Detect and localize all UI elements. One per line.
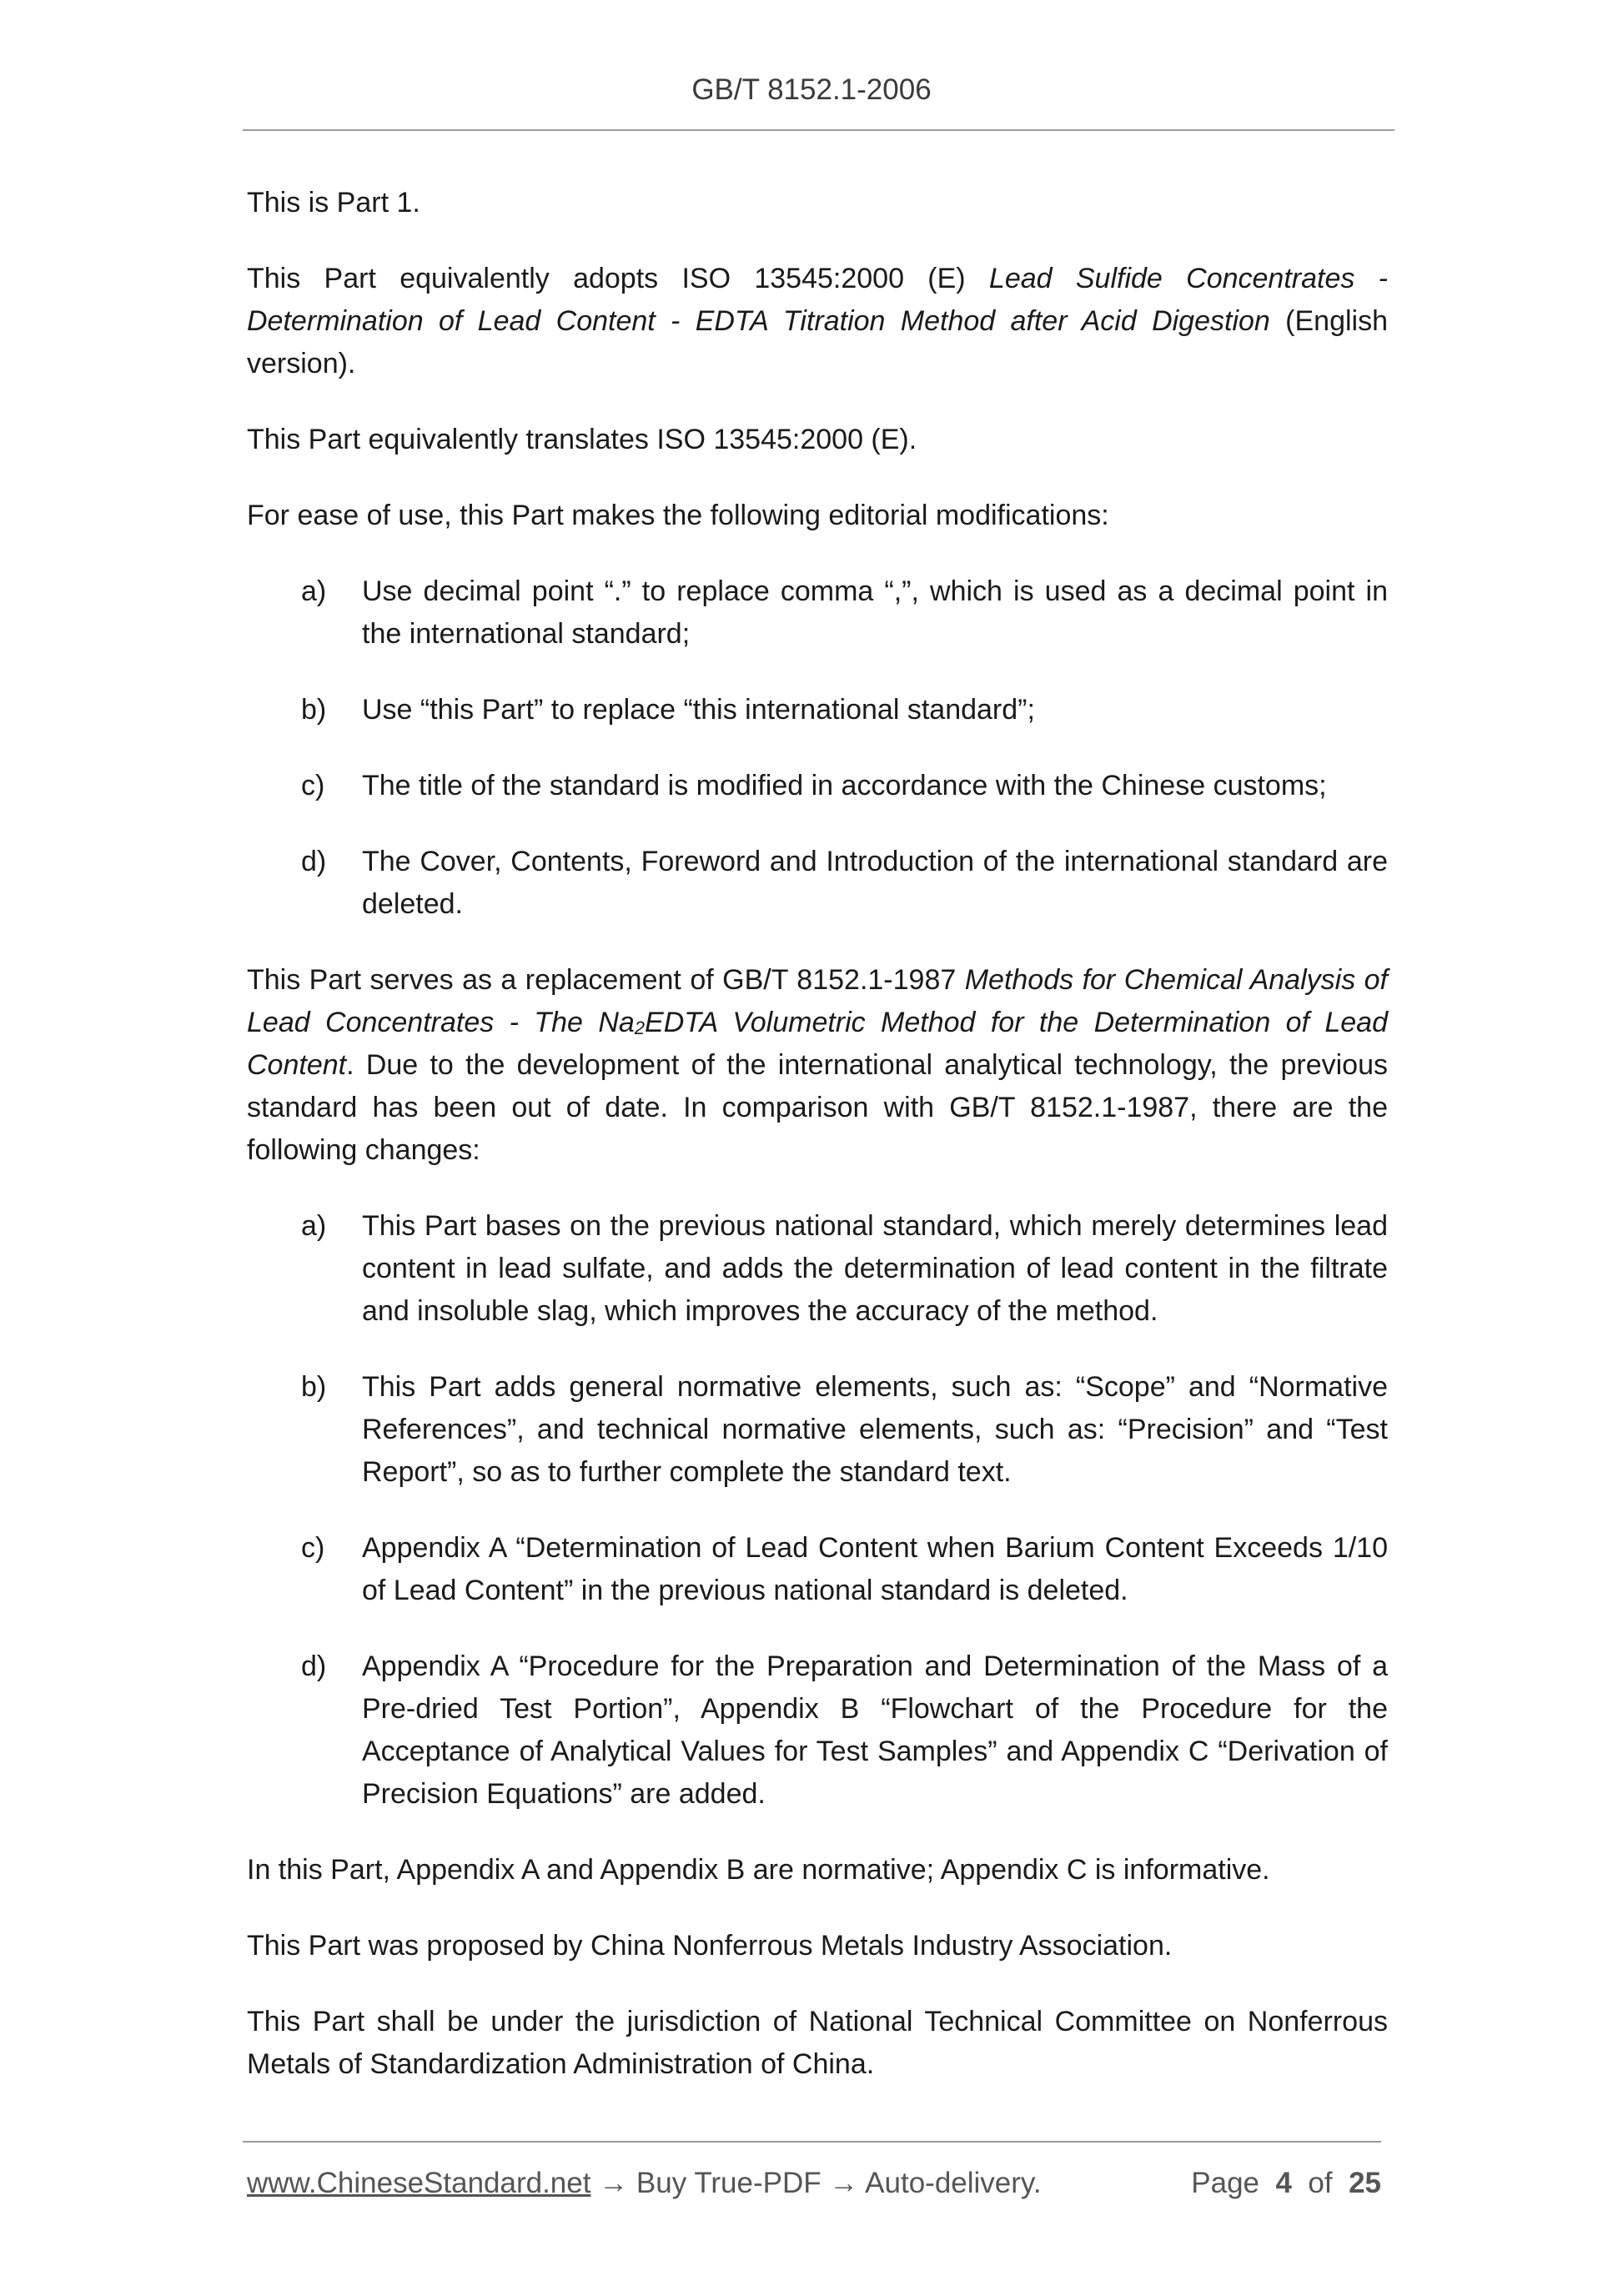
list-item-text: Use “this Part” to replace “this international standard”; bbox=[362, 694, 1035, 726]
page-footer bbox=[247, 2167, 1381, 2200]
modifications-list bbox=[247, 570, 1388, 926]
paragraph-replacement bbox=[247, 959, 1388, 1172]
paragraph-proposed-by: This Part was proposed by China Nonferrous Metals Industry Association. bbox=[247, 1930, 1173, 1962]
page-indicator bbox=[1191, 2167, 1381, 2200]
list-item-text: The title of the standard is modified in accordance with the Chinese customs; bbox=[362, 770, 1327, 801]
list-marker: d) bbox=[301, 1650, 327, 1682]
site-link[interactable]: www.ChineseStandard.net bbox=[247, 2167, 591, 2199]
current-page-number: 4 bbox=[1275, 2167, 1292, 2199]
list-item-text: This Part adds general normative elements, such as: “Scope” and “Normative References”, and technical normative elements, such as: “Precision” and “Test Report”, so as to further complete the standard text. bbox=[362, 1371, 1388, 1488]
list-item bbox=[247, 841, 1388, 926]
list-item bbox=[247, 1645, 1388, 1816]
page-header bbox=[0, 73, 1623, 107]
list-item bbox=[247, 1366, 1388, 1494]
paragraph-modifications-intro: For ease of use, this Part makes the following editorial modifications: bbox=[247, 500, 1109, 531]
list-marker: c) bbox=[301, 770, 325, 801]
list-item-text: This Part bases on the previous national standard, which merely determines lead content in lead sulfate, and adds the determination of lead content in the filtrate and insoluble slag, which improves the accuracy of the method. bbox=[362, 1210, 1388, 1327]
list-item-text: Use decimal point “.” to replace comma “,”, which is used as a decimal point in the international standard; bbox=[362, 575, 1388, 650]
paragraph-appendix-status: In this Part, Appendix A and Appendix B are normative; Appendix C is informative. bbox=[247, 1854, 1270, 1886]
paragraph-part-intro: This is Part 1. bbox=[247, 187, 420, 219]
list-marker: c) bbox=[301, 1532, 325, 1564]
adoption-text-before: This Part equivalently adopts ISO 13545:2000 (E) bbox=[247, 263, 989, 294]
subscript-two: 2 bbox=[634, 1017, 646, 1038]
adoption-text-after: (English version). bbox=[247, 305, 1388, 379]
document-body bbox=[247, 182, 1388, 2119]
list-marker: a) bbox=[301, 1210, 327, 1242]
paragraph-translation: This Part equivalently translates ISO 13545:2000 (E). bbox=[247, 424, 917, 455]
list-item bbox=[247, 1527, 1388, 1612]
list-marker: b) bbox=[301, 694, 327, 726]
list-item bbox=[247, 765, 1388, 807]
paragraph-adoption bbox=[247, 258, 1388, 385]
replacement-text-after: . Due to the development of the international analytical technology, the previous standard has been out of date. In comparison with GB/T 8152.1-1987, there are the following changes: bbox=[247, 1049, 1388, 1166]
list-item bbox=[247, 689, 1388, 731]
list-item-text: Appendix A “Procedure for the Preparation and Determination of the Mass of a Pre-dried Test Portion”, Appendix B “Flowchart of the Procedure for the Acceptance of Analytical Values for Test Samples” and Appendix C “Derivation of Precision Equations” are added. bbox=[362, 1650, 1388, 1810]
footer-tagline: → Buy True-PDF → Auto-delivery. bbox=[590, 2167, 1042, 2199]
iso-title: Lead Sulfide Concentrates - Determination of Lead Content - EDTA Titration Method after Acid Digestion bbox=[247, 263, 1388, 337]
replacement-text-before: This Part serves as a replacement of GB/T 8152.1-1987 bbox=[247, 964, 965, 996]
footer-divider bbox=[243, 2141, 1381, 2143]
changes-list bbox=[247, 1205, 1388, 1816]
list-marker: b) bbox=[301, 1371, 327, 1403]
list-marker: a) bbox=[301, 575, 327, 607]
list-item-text: Appendix A “Determination of Lead Content when Barium Content Exceeds 1/10 of Lead Content” in the previous national standard is deleted. bbox=[362, 1532, 1388, 1606]
list-item bbox=[247, 1205, 1388, 1333]
page-word: Page bbox=[1191, 2167, 1260, 2199]
list-item bbox=[247, 570, 1388, 656]
header-divider bbox=[243, 129, 1394, 131]
list-item-text: The Cover, Contents, Foreword and Introduction of the international standard are deleted. bbox=[362, 846, 1388, 920]
total-pages: 25 bbox=[1349, 2167, 1381, 2199]
paragraph-jurisdiction: This Part shall be under the jurisdiction of National Technical Committee on Nonferrous Metals of Standardization Administration of China. bbox=[247, 2006, 1388, 2080]
previous-title-part-a: Methods for Chemical Analysis of Lead Concentrates - The Na bbox=[247, 964, 1389, 1038]
standard-code: GB/T 8152.1-2006 bbox=[691, 73, 932, 106]
list-marker: d) bbox=[301, 846, 327, 877]
previous-title-part-b: EDTA Volumetric Method for the Determination of Lead Content bbox=[247, 1007, 1388, 1081]
of-word: of bbox=[1308, 2167, 1333, 2199]
